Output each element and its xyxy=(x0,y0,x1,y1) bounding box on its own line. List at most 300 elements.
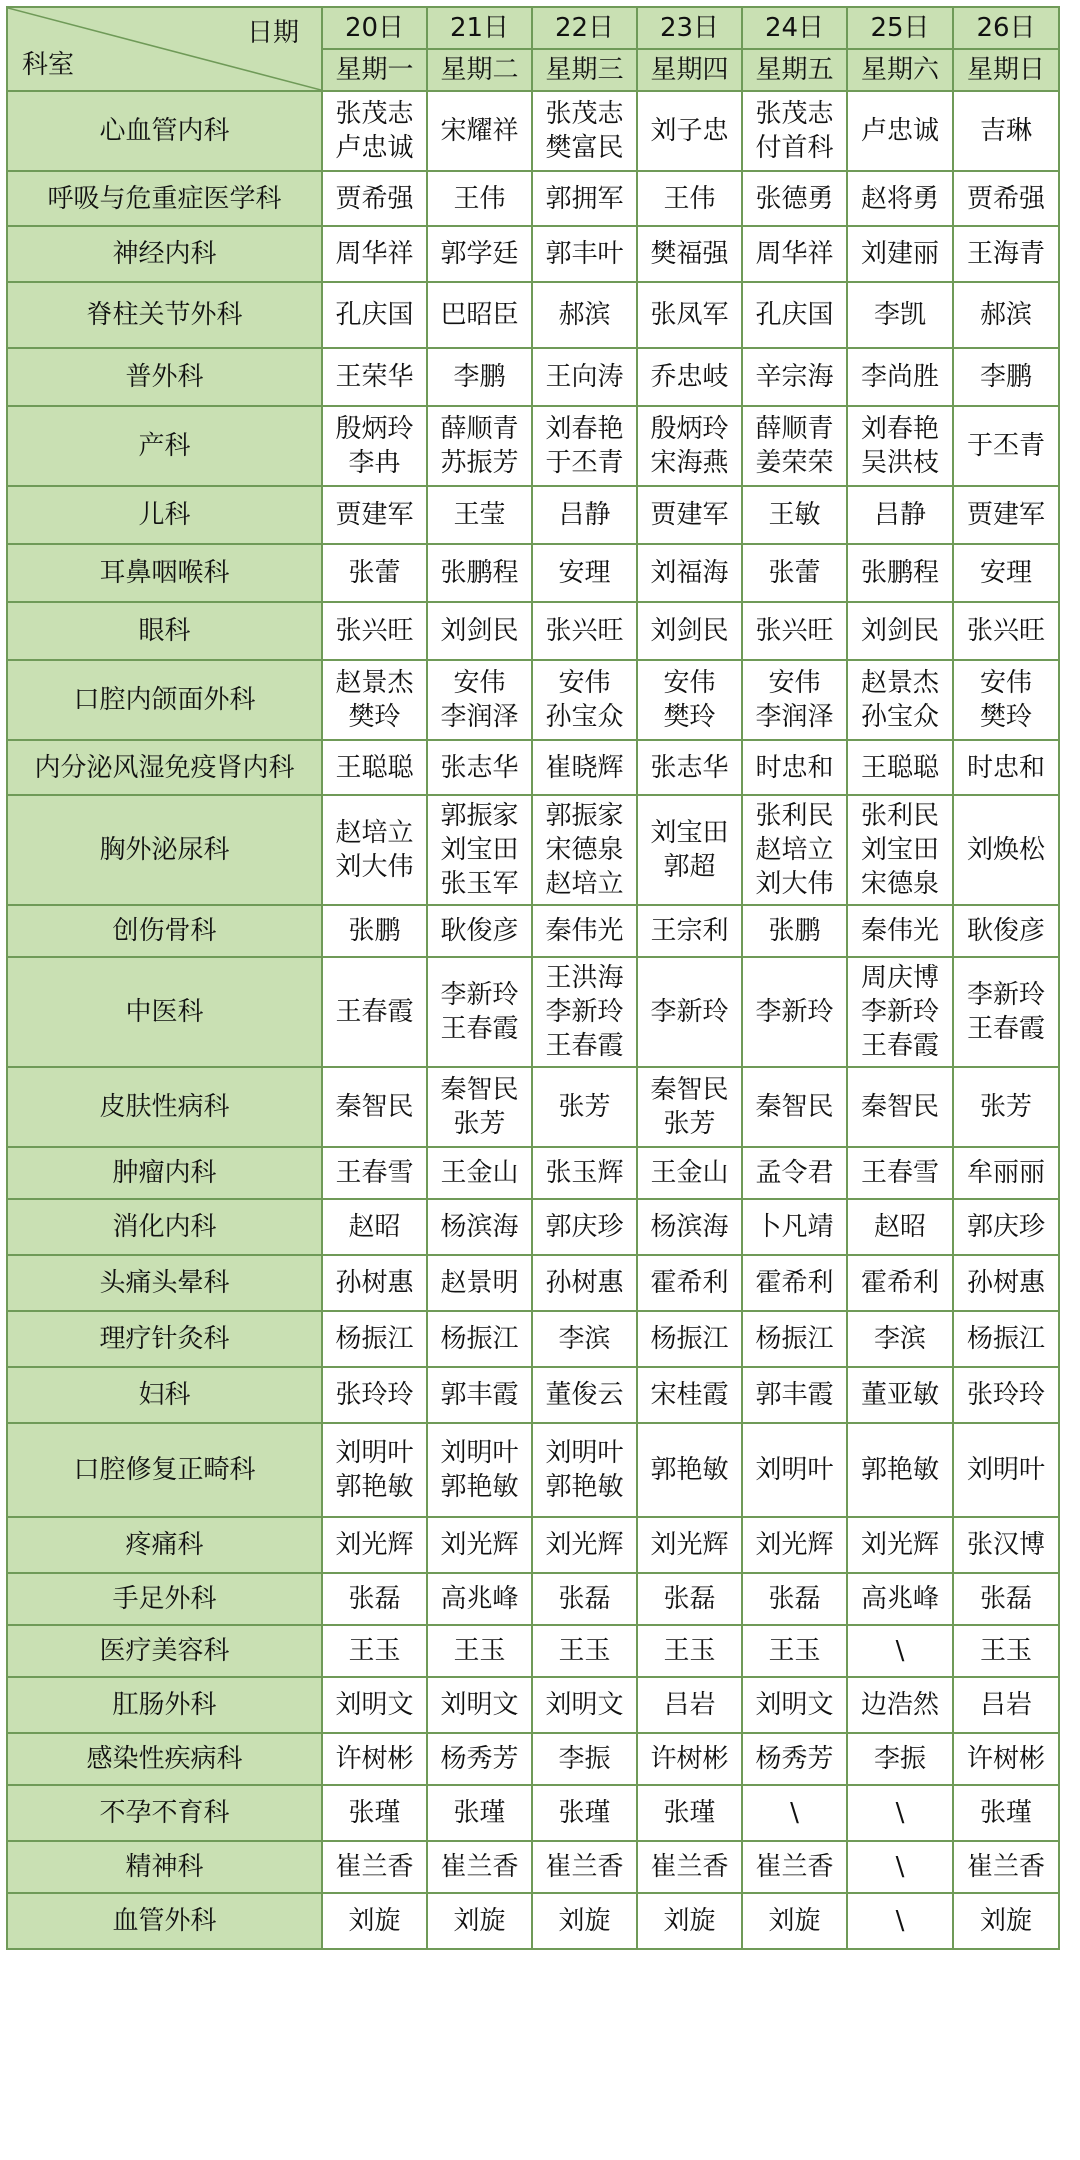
duty-cell xyxy=(532,1785,637,1841)
duty-cell xyxy=(742,740,847,795)
duty-cell xyxy=(427,1517,532,1573)
doctor-name: 耿俊彦 xyxy=(966,916,1045,946)
duty-cell xyxy=(427,1841,532,1893)
duty-cell xyxy=(953,1625,1059,1677)
duty-cell xyxy=(637,1199,742,1255)
duty-cell xyxy=(742,171,847,226)
duty-cell xyxy=(322,1785,427,1841)
corner-label-department: 科室 xyxy=(22,50,75,80)
doctor-name: 刘明叶 xyxy=(966,1455,1045,1485)
duty-cell xyxy=(742,1199,847,1255)
doctor-name: 郝滨 xyxy=(558,300,611,330)
duty-cell xyxy=(637,957,742,1067)
doctor-name: 刘光辉 xyxy=(335,1530,414,1560)
duty-cell xyxy=(322,486,427,544)
duty-cell xyxy=(742,660,847,740)
doctor-name: 刘明叶 xyxy=(440,1438,519,1468)
doctor-name: 孔庆国 xyxy=(335,300,414,330)
doctor-name: 吕静 xyxy=(873,500,926,530)
department-name-cell: 消化内科 xyxy=(7,1199,322,1255)
doctor-name: 秦智民 xyxy=(335,1092,414,1122)
doctor-name: 张茂志 xyxy=(755,99,834,129)
doctor-name: 赵昭 xyxy=(873,1212,926,1242)
duty-cell xyxy=(953,348,1059,406)
duty-cell xyxy=(953,1311,1059,1367)
doctor-name: 乔忠岐 xyxy=(650,362,729,392)
doctor-name: 张鹏程 xyxy=(860,558,939,588)
doctor-name: 杨振江 xyxy=(966,1324,1045,1354)
doctor-name: 崔兰香 xyxy=(335,1852,414,1882)
department-name-cell: 脊柱关节外科 xyxy=(7,282,322,348)
duty-cell xyxy=(427,544,532,602)
duty-cell xyxy=(637,1677,742,1733)
doctor-name: 宋桂霞 xyxy=(650,1380,729,1410)
department-name-cell: 头痛头晕科 xyxy=(7,1255,322,1311)
doctor-name: 刘建丽 xyxy=(860,239,939,269)
duty-cell xyxy=(847,406,953,486)
duty-cell xyxy=(322,740,427,795)
duty-cell xyxy=(427,226,532,282)
duty-cell xyxy=(322,957,427,1067)
department-name-cell: 胸外泌尿科 xyxy=(7,795,322,905)
doctor-name: 于丕青 xyxy=(545,448,624,478)
doctor-name: 卢忠诚 xyxy=(335,133,414,163)
doctor-name: 孙宝众 xyxy=(545,702,624,732)
duty-cell xyxy=(742,1067,847,1147)
doctor-name: 霍希利 xyxy=(860,1268,939,1298)
duty-cell xyxy=(847,1199,953,1255)
doctor-name: 刘旋 xyxy=(453,1906,506,1936)
doctor-name: 崔兰香 xyxy=(650,1852,729,1882)
table-row xyxy=(7,1893,1059,1949)
duty-cell xyxy=(847,1517,953,1573)
duty-cell xyxy=(427,486,532,544)
duty-cell xyxy=(427,602,532,660)
duty-cell xyxy=(742,406,847,486)
duty-cell xyxy=(847,1841,953,1893)
doctor-name: 殷炳玲 xyxy=(335,414,414,444)
department-name-cell: 神经内科 xyxy=(7,226,322,282)
doctor-name: 刘春艳 xyxy=(545,414,624,444)
duty-cell xyxy=(742,1423,847,1517)
duty-cell xyxy=(953,1733,1059,1785)
duty-cell xyxy=(847,1067,953,1147)
doctor-name: 刘剑民 xyxy=(650,616,729,646)
department-name-cell: 儿科 xyxy=(7,486,322,544)
doctor-name: 王玉 xyxy=(768,1636,821,1666)
department-name-cell: 心血管内科 xyxy=(7,91,322,171)
table-row xyxy=(7,1311,1059,1367)
duty-cell xyxy=(847,905,953,957)
doctor-name: 刘剑民 xyxy=(860,616,939,646)
department-name-cell: 产科 xyxy=(7,406,322,486)
department-name-cell: 皮肤性病科 xyxy=(7,1067,322,1147)
doctor-name: 董俊云 xyxy=(545,1380,624,1410)
duty-cell xyxy=(532,226,637,282)
duty-cell xyxy=(637,1841,742,1893)
doctor-name: 王玉 xyxy=(348,1636,401,1666)
doctor-name: 张芳 xyxy=(453,1109,506,1139)
table-row xyxy=(7,282,1059,348)
doctor-name: 王伟 xyxy=(453,183,506,214)
doctor-name: 王金山 xyxy=(440,1158,519,1188)
duty-cell xyxy=(847,91,953,171)
doctor-name: 张芳 xyxy=(558,1092,611,1122)
duty-cell xyxy=(322,282,427,348)
duty-cell xyxy=(742,1573,847,1625)
duty-cell xyxy=(532,1677,637,1733)
department-name-cell: 医疗美容科 xyxy=(7,1625,322,1677)
doctor-name: 张利民 xyxy=(860,801,939,831)
doctor-name: 刘宝田 xyxy=(860,835,939,865)
doctor-name: 李新玲 xyxy=(650,997,729,1027)
doctor-name: 王荣华 xyxy=(335,362,414,392)
doctor-name: 郭艳敏 xyxy=(650,1455,729,1485)
doctor-name: 赵景明 xyxy=(440,1268,519,1298)
duty-cell xyxy=(427,795,532,905)
duty-cell xyxy=(742,957,847,1067)
duty-cell xyxy=(953,1517,1059,1573)
duty-cell xyxy=(322,348,427,406)
duty-cell xyxy=(532,795,637,905)
doctor-name: 刘明叶 xyxy=(335,1438,414,1468)
doctor-name: 杨秀芳 xyxy=(440,1744,519,1774)
duty-cell xyxy=(532,1573,637,1625)
duty-cell xyxy=(953,740,1059,795)
duty-cell xyxy=(532,348,637,406)
duty-cell xyxy=(637,905,742,957)
doctor-name: 刘旋 xyxy=(663,1906,716,1936)
doctor-name: 崔晓辉 xyxy=(545,752,624,783)
doctor-name: 王玉 xyxy=(663,1636,716,1666)
table-row xyxy=(7,1423,1059,1517)
duty-schedule-table xyxy=(6,6,1060,1950)
duty-cell xyxy=(637,1573,742,1625)
doctor-name: 郭丰叶 xyxy=(545,239,624,269)
doctor-name: \ xyxy=(895,1798,905,1828)
duty-cell xyxy=(322,1147,427,1199)
doctor-name: 许树彬 xyxy=(335,1744,414,1774)
doctor-name: 张玲玲 xyxy=(966,1380,1045,1410)
department-name-cell: 精神科 xyxy=(7,1841,322,1893)
doctor-name: 周庆博 xyxy=(860,963,939,993)
duty-cell xyxy=(322,1255,427,1311)
doctor-name: 李滨 xyxy=(558,1324,611,1354)
doctor-name: 殷炳玲 xyxy=(650,414,729,444)
doctor-name: 刘旋 xyxy=(768,1906,821,1936)
duty-cell xyxy=(847,1625,953,1677)
duty-cell xyxy=(742,1733,847,1785)
doctor-name: 郭艳敏 xyxy=(335,1472,414,1502)
duty-cell xyxy=(322,1573,427,1625)
duty-cell xyxy=(847,544,953,602)
duty-cell xyxy=(532,1067,637,1147)
duty-cell xyxy=(953,1677,1059,1733)
doctor-name: 董亚敏 xyxy=(860,1380,939,1410)
doctor-name: 孙宝众 xyxy=(860,702,939,732)
doctor-name: 张茂志 xyxy=(545,99,624,129)
doctor-name: 张志华 xyxy=(650,752,729,783)
doctor-name: 赵培立 xyxy=(335,818,414,848)
doctor-name: 樊玲 xyxy=(979,702,1032,732)
doctor-name: 李润泽 xyxy=(755,702,834,732)
duty-cell xyxy=(742,1311,847,1367)
doctor-name: 李冉 xyxy=(348,448,401,478)
duty-cell xyxy=(322,171,427,226)
weekday-header-cell: 星期三 xyxy=(532,49,637,91)
duty-cell xyxy=(532,406,637,486)
doctor-name: 张磊 xyxy=(979,1584,1032,1614)
duty-cell xyxy=(322,1311,427,1367)
duty-cell xyxy=(637,1423,742,1517)
doctor-name: 张兴旺 xyxy=(545,616,624,646)
duty-cell xyxy=(322,795,427,905)
duty-cell xyxy=(953,1147,1059,1199)
duty-cell xyxy=(637,171,742,226)
doctor-name: 王洪海 xyxy=(545,963,624,993)
duty-cell xyxy=(953,1255,1059,1311)
duty-cell xyxy=(322,1423,427,1517)
doctor-name: 张磊 xyxy=(663,1584,716,1614)
duty-cell xyxy=(847,348,953,406)
doctor-name: 赵景杰 xyxy=(860,668,939,698)
doctor-name: 卢忠诚 xyxy=(860,116,939,146)
table-row xyxy=(7,740,1059,795)
doctor-name: 张茂志 xyxy=(335,99,414,129)
doctor-name: 张蕾 xyxy=(768,558,821,588)
duty-cell xyxy=(427,348,532,406)
duty-cell xyxy=(953,1573,1059,1625)
doctor-name: 刘光辉 xyxy=(440,1530,519,1560)
table-row xyxy=(7,1147,1059,1199)
duty-cell xyxy=(637,1147,742,1199)
doctor-name: 刘光辉 xyxy=(860,1530,939,1560)
doctor-name: \ xyxy=(790,1798,799,1828)
duty-cell xyxy=(637,1785,742,1841)
duty-cell xyxy=(427,1255,532,1311)
duty-cell xyxy=(532,282,637,348)
duty-cell xyxy=(953,660,1059,740)
weekday-header-cell: 星期二 xyxy=(427,49,532,91)
doctor-name: 刘明文 xyxy=(440,1690,519,1720)
duty-cell xyxy=(637,348,742,406)
duty-cell xyxy=(427,1311,532,1367)
header-row-dates xyxy=(7,7,1059,49)
duty-cell xyxy=(847,1255,953,1311)
doctor-name: 张瑾 xyxy=(979,1798,1032,1828)
date-header-cell: 23日 xyxy=(637,7,742,49)
duty-cell xyxy=(953,1841,1059,1893)
doctor-name: 秦智民 xyxy=(860,1092,939,1122)
doctor-name: 张磊 xyxy=(348,1584,401,1614)
department-name-cell: 口腔修复正畸科 xyxy=(7,1423,322,1517)
duty-cell xyxy=(847,171,953,226)
doctor-name: 王春霞 xyxy=(545,1031,624,1061)
doctor-name: 刘子忠 xyxy=(650,116,729,146)
duty-cell xyxy=(322,1517,427,1573)
date-header-cell: 24日 xyxy=(742,7,847,49)
doctor-name: 王玉 xyxy=(979,1636,1032,1666)
doctor-name: 李滨 xyxy=(873,1324,926,1354)
doctor-name: 吕静 xyxy=(558,500,611,530)
doctor-name: 孙树惠 xyxy=(966,1268,1045,1298)
duty-cell xyxy=(427,171,532,226)
duty-cell xyxy=(953,486,1059,544)
duty-cell xyxy=(637,1517,742,1573)
doctor-name: 李尚胜 xyxy=(860,362,939,392)
duty-cell xyxy=(742,795,847,905)
duty-cell xyxy=(637,226,742,282)
duty-cell xyxy=(742,282,847,348)
duty-cell xyxy=(427,1199,532,1255)
duty-cell xyxy=(742,1785,847,1841)
duty-cell xyxy=(637,1311,742,1367)
duty-cell xyxy=(322,544,427,602)
doctor-name: 赵昭 xyxy=(348,1212,401,1242)
duty-cell xyxy=(637,282,742,348)
duty-cell xyxy=(847,282,953,348)
duty-cell xyxy=(742,1893,847,1949)
duty-cell xyxy=(953,226,1059,282)
doctor-name: 李凯 xyxy=(873,300,926,330)
doctor-name: 薛顺青 xyxy=(755,414,834,444)
doctor-name: 安伟 xyxy=(979,668,1032,698)
duty-cell xyxy=(532,1423,637,1517)
doctor-name: 刘光辉 xyxy=(755,1530,834,1560)
duty-cell xyxy=(847,486,953,544)
doctor-name: 张兴旺 xyxy=(335,616,414,646)
doctor-name: 耿俊彦 xyxy=(440,916,519,946)
duty-cell xyxy=(953,1785,1059,1841)
doctor-name: 刘明叶 xyxy=(755,1455,834,1485)
duty-cell xyxy=(322,1841,427,1893)
doctor-name: 王春霞 xyxy=(966,1014,1045,1044)
department-name-cell: 感染性疾病科 xyxy=(7,1733,322,1785)
duty-cell xyxy=(427,957,532,1067)
doctor-name: 许树彬 xyxy=(966,1744,1045,1774)
duty-cell xyxy=(953,957,1059,1067)
doctor-name: 张玲玲 xyxy=(335,1380,414,1410)
duty-cell xyxy=(532,91,637,171)
doctor-name: 张玉辉 xyxy=(545,1158,624,1188)
doctor-name: 刘光辉 xyxy=(545,1530,624,1560)
doctor-name: 孙树惠 xyxy=(545,1268,624,1298)
duty-cell xyxy=(322,905,427,957)
doctor-name: 郭学廷 xyxy=(440,239,519,269)
doctor-name: 孟令君 xyxy=(755,1158,834,1188)
doctor-name: 张鹏 xyxy=(768,916,821,946)
duty-cell xyxy=(532,171,637,226)
duty-cell xyxy=(637,795,742,905)
doctor-name: 王金山 xyxy=(650,1158,729,1188)
duty-cell xyxy=(532,1255,637,1311)
duty-cell xyxy=(742,348,847,406)
doctor-name: 吴洪枝 xyxy=(860,448,939,478)
doctor-name: 王春雪 xyxy=(860,1158,939,1188)
duty-cell xyxy=(427,1893,532,1949)
doctor-name: 安理 xyxy=(979,558,1032,588)
department-name-cell: 妇科 xyxy=(7,1367,322,1423)
doctor-name: 张志华 xyxy=(440,752,519,783)
doctor-name: 王伟 xyxy=(663,183,716,214)
doctor-name: 宋德泉 xyxy=(545,835,624,865)
doctor-name: 李润泽 xyxy=(440,702,519,732)
doctor-name: 张德勇 xyxy=(755,183,834,214)
duty-cell xyxy=(742,486,847,544)
doctor-name: 吕岩 xyxy=(979,1690,1032,1720)
doctor-name: 郝滨 xyxy=(979,300,1032,330)
duty-cell xyxy=(953,1367,1059,1423)
date-header-cell: 26日 xyxy=(953,7,1059,49)
doctor-name: 王宗利 xyxy=(650,916,729,946)
doctor-name: 张兴旺 xyxy=(966,616,1045,646)
duty-cell xyxy=(532,1517,637,1573)
doctor-name: 卜凡靖 xyxy=(755,1212,834,1242)
duty-cell xyxy=(427,1625,532,1677)
doctor-name: 贾建军 xyxy=(650,500,729,530)
date-header-cell: 20日 xyxy=(322,7,427,49)
duty-cell xyxy=(847,795,953,905)
duty-cell xyxy=(427,905,532,957)
duty-cell xyxy=(427,1067,532,1147)
duty-cell xyxy=(953,171,1059,226)
date-header-cell: 21日 xyxy=(427,7,532,49)
doctor-name: 巴昭臣 xyxy=(440,300,519,330)
doctor-name: 周华祥 xyxy=(755,239,834,269)
doctor-name: 郭丰霞 xyxy=(440,1380,519,1410)
table-row xyxy=(7,1517,1059,1573)
table-row xyxy=(7,1367,1059,1423)
doctor-name: 郭拥军 xyxy=(545,183,624,214)
table-row xyxy=(7,1067,1059,1147)
doctor-name: 王聪聪 xyxy=(860,752,939,783)
duty-cell xyxy=(532,1311,637,1367)
doctor-name: 刘旋 xyxy=(979,1906,1032,1936)
doctor-name: 郭艳敏 xyxy=(545,1472,624,1502)
doctor-name: 樊富民 xyxy=(545,133,624,163)
duty-cell xyxy=(953,1199,1059,1255)
corner-label-date: 日期 xyxy=(246,18,299,48)
duty-cell xyxy=(637,1255,742,1311)
doctor-name: 王海青 xyxy=(966,239,1045,269)
department-name-cell: 创伤骨科 xyxy=(7,905,322,957)
duty-cell xyxy=(637,1893,742,1949)
duty-cell xyxy=(427,660,532,740)
duty-cell xyxy=(532,1841,637,1893)
duty-cell xyxy=(427,406,532,486)
doctor-name: 刘明文 xyxy=(335,1690,414,1720)
duty-cell xyxy=(427,282,532,348)
doctor-name: 孔庆国 xyxy=(755,300,834,330)
table-row xyxy=(7,1785,1059,1841)
doctor-name: 孙树惠 xyxy=(335,1268,414,1298)
doctor-name: 王聪聪 xyxy=(335,752,414,783)
table-row xyxy=(7,905,1059,957)
doctor-name: 贾希强 xyxy=(335,183,414,214)
doctor-name: 赵培立 xyxy=(545,869,624,899)
table-row xyxy=(7,1199,1059,1255)
doctor-name: 安伟 xyxy=(663,668,716,698)
doctor-name: 李振 xyxy=(558,1744,611,1774)
duty-cell xyxy=(847,740,953,795)
duty-cell xyxy=(847,957,953,1067)
table-row xyxy=(7,660,1059,740)
duty-cell xyxy=(427,1423,532,1517)
duty-cell xyxy=(322,1199,427,1255)
doctor-name: 李振 xyxy=(873,1744,926,1774)
department-name-cell: 眼科 xyxy=(7,602,322,660)
doctor-name: 刘宝田 xyxy=(650,818,729,848)
